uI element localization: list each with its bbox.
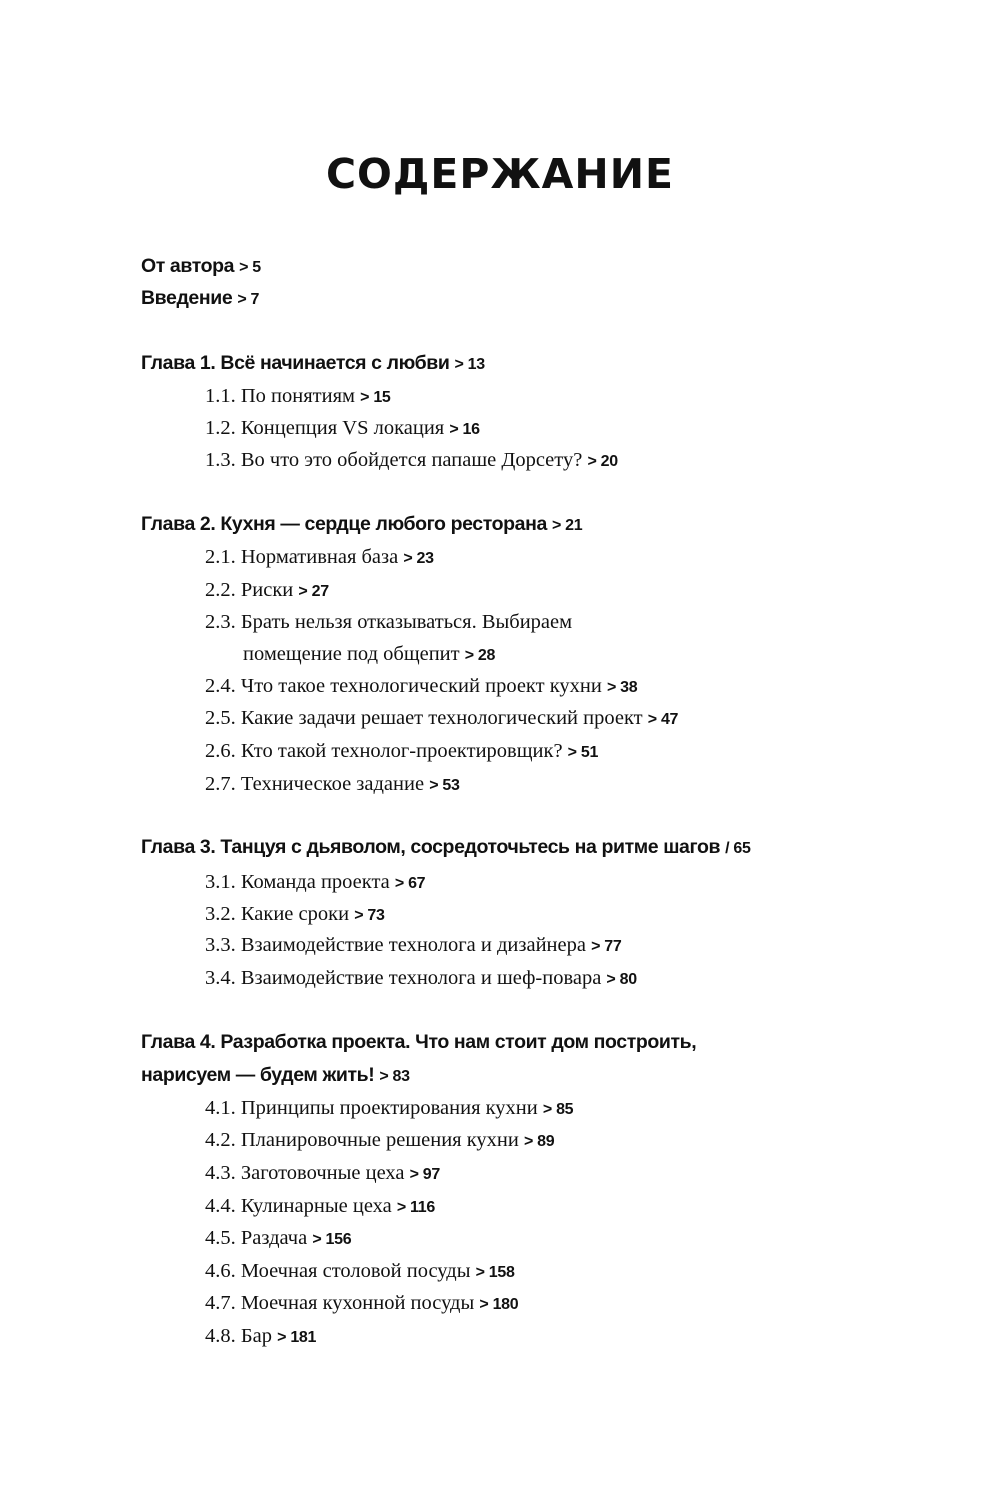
section-page: > 20 xyxy=(587,453,618,470)
toc-entry-page: > 7 xyxy=(237,291,260,308)
toc-section xyxy=(205,768,460,800)
section-label: Раздача xyxy=(240,1227,308,1249)
section-number: 4.1. xyxy=(205,1097,236,1119)
section-page: > 51 xyxy=(567,744,599,761)
toc-section xyxy=(205,670,637,702)
section-label: Брать нельзя отказываться. Выбираем xyxy=(240,611,573,633)
section-page: > 67 xyxy=(394,875,426,892)
section-page: > 77 xyxy=(591,938,622,955)
toc-section xyxy=(205,898,385,930)
toc-section xyxy=(205,1320,316,1352)
chapter-page: > 21 xyxy=(551,517,583,534)
toc-section xyxy=(205,866,425,898)
toc-section xyxy=(205,541,434,573)
toc-entry-front xyxy=(141,282,259,314)
section-label: Заготовочные цеха xyxy=(240,1162,405,1184)
toc-section xyxy=(205,444,618,476)
chapter-title-continuation: нарисуем — будем жить! xyxy=(141,1064,375,1086)
section-page: > 28 xyxy=(464,647,496,664)
section-label: Какие задачи решает технологический проект xyxy=(240,707,643,729)
section-number: 2.5. xyxy=(205,707,236,729)
section-number: 1.1. xyxy=(205,385,236,407)
section-page: > 156 xyxy=(312,1231,352,1248)
section-number: 3.1. xyxy=(205,871,236,893)
chapter-title: Глава 4. Разработка проекта. Что нам стоит дом построить, xyxy=(141,1031,697,1053)
toc-section xyxy=(205,962,637,994)
section-page: > 89 xyxy=(523,1133,555,1150)
toc-section xyxy=(205,1222,351,1254)
section-page: > 16 xyxy=(449,421,480,438)
section-number: 4.4. xyxy=(205,1195,236,1217)
toc-section xyxy=(205,606,572,638)
section-page: > 97 xyxy=(409,1166,440,1183)
section-number: 2.2. xyxy=(205,579,236,601)
toc-section xyxy=(205,574,329,606)
chapter-page: > 83 xyxy=(379,1068,410,1085)
section-label: Риски xyxy=(240,579,294,601)
section-page: > 27 xyxy=(298,583,329,600)
section-label: Принципы проектирования кухни xyxy=(240,1097,538,1119)
chapter-title: Глава 2. Кухня — сердце любого ресторана xyxy=(141,513,547,535)
toc-section xyxy=(205,929,621,961)
toc-chapter-2 xyxy=(141,508,582,540)
section-label: Команда проекта xyxy=(240,871,390,893)
chapter-title: Глава 1. Всё начинается с любви xyxy=(141,352,450,374)
toc-section xyxy=(205,412,480,444)
section-label: Взаимодействие технолога и дизайнера xyxy=(240,934,586,956)
section-number: 4.2. xyxy=(205,1129,236,1151)
section-page: > 158 xyxy=(475,1264,515,1281)
section-number: 2.1. xyxy=(205,546,236,568)
toc-chapter-1 xyxy=(141,347,485,379)
toc-chapter-4-continuation xyxy=(141,1059,410,1091)
toc-section xyxy=(205,1255,515,1287)
section-number: 2.7. xyxy=(205,773,236,795)
section-label: Бар xyxy=(240,1325,272,1347)
toc-section-continuation xyxy=(243,638,495,670)
section-number: 2.3. xyxy=(205,611,236,633)
chapter-page: > 13 xyxy=(454,356,485,373)
section-label: Планировочные решения кухни xyxy=(240,1129,519,1151)
section-number: 4.7. xyxy=(205,1292,236,1314)
toc-entry-page: > 5 xyxy=(239,259,261,276)
toc-section xyxy=(205,1287,518,1319)
section-label: Концепция VS локация xyxy=(240,417,445,439)
section-page: > 53 xyxy=(429,777,460,794)
toc-section xyxy=(205,1157,440,1189)
toc-section xyxy=(205,1124,554,1156)
toc-section xyxy=(205,380,391,412)
section-label: Что такое технологический проект кухни xyxy=(240,675,602,697)
section-page: > 116 xyxy=(396,1199,435,1216)
toc-chapter-3 xyxy=(141,831,751,863)
section-number: 1.2. xyxy=(205,417,236,439)
section-number: 4.6. xyxy=(205,1260,236,1282)
section-number: 2.4. xyxy=(205,675,236,697)
section-page: > 181 xyxy=(277,1329,317,1346)
section-page: > 23 xyxy=(403,550,434,567)
section-label: Какие сроки xyxy=(240,903,350,925)
toc-section xyxy=(205,1190,435,1222)
section-number: 3.4. xyxy=(205,967,236,989)
toc-chapter-4 xyxy=(141,1026,696,1058)
toc-section xyxy=(205,735,598,767)
section-label: Моечная кухонной посуды xyxy=(240,1292,475,1314)
toc-section xyxy=(205,702,678,734)
section-label: Кулинарные цеха xyxy=(240,1195,392,1217)
section-number: 3.3. xyxy=(205,934,236,956)
section-page: > 73 xyxy=(354,907,385,924)
section-number: 1.3. xyxy=(205,449,236,471)
section-page: > 47 xyxy=(647,711,679,728)
page-title: СОДЕРЖАНИЕ xyxy=(325,150,675,198)
section-label: Моечная столовой посуды xyxy=(240,1260,471,1282)
section-label: По понятиям xyxy=(240,385,356,407)
toc-section xyxy=(205,1092,573,1124)
section-number: 3.2. xyxy=(205,903,236,925)
chapter-title: Глава 3. Танцуя с дьяволом, сосредоточьтесь на ритме шагов xyxy=(141,836,721,858)
section-label: Нормативная база xyxy=(240,546,399,568)
section-label-continuation: помещение под общепит xyxy=(243,643,460,665)
section-label: Во что это обойдется папаше Дорсету? xyxy=(240,449,583,471)
section-number: 4.5. xyxy=(205,1227,236,1249)
section-page: > 85 xyxy=(542,1101,574,1118)
section-label: Кто такой технолог-проектировщик? xyxy=(240,740,563,762)
section-number: 2.6. xyxy=(205,740,236,762)
section-page: > 38 xyxy=(606,679,638,696)
section-page: > 80 xyxy=(606,971,637,988)
toc-entry-label: От автора xyxy=(141,255,235,277)
section-label: Взаимодействие технолога и шеф-повара xyxy=(240,967,602,989)
section-label: Техническое задание xyxy=(240,773,425,795)
section-number: 4.8. xyxy=(205,1325,236,1347)
toc-entry-label: Введение xyxy=(141,287,233,309)
section-number: 4.3. xyxy=(205,1162,236,1184)
section-page: > 15 xyxy=(360,389,391,406)
section-page: > 180 xyxy=(479,1296,519,1313)
chapter-page: / 65 xyxy=(725,840,751,857)
toc-entry-front xyxy=(141,250,261,282)
